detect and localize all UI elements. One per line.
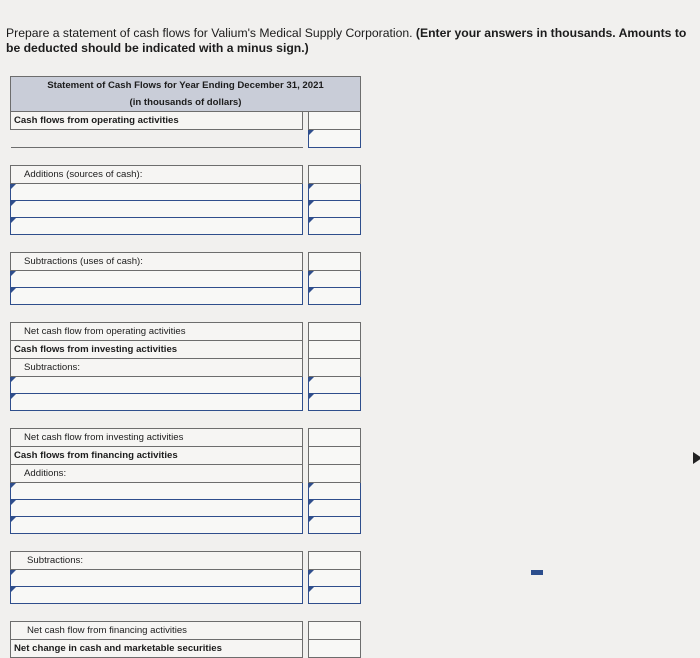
line-item-input[interactable] xyxy=(11,570,303,587)
operating-header: Cash flows from operating activities xyxy=(11,112,303,130)
question-prompt xyxy=(6,26,692,56)
input-marker-icon xyxy=(11,201,16,206)
line-item-input[interactable] xyxy=(11,517,303,534)
fin-subtractions-label: Subtractions: xyxy=(11,552,303,570)
statement-subtitle-row xyxy=(11,94,361,112)
op-subtraction-input-row xyxy=(11,288,361,305)
operating-header-amount xyxy=(309,112,361,130)
op-additions-label: Additions (sources of cash): xyxy=(11,166,303,184)
net-change-label: Net change in cash and marketable securities xyxy=(11,640,303,658)
cursor-arrow-icon xyxy=(693,452,700,464)
statement-subtitle: (in thousands of dollars) xyxy=(11,94,361,112)
op-addition-input-row xyxy=(11,184,361,201)
input-marker-icon xyxy=(309,377,314,382)
fin-addition-input-row xyxy=(11,483,361,500)
investing-header: Cash flows from investing activities xyxy=(11,341,303,359)
fin-net-row xyxy=(11,622,361,640)
inv-net-amount xyxy=(309,429,361,447)
inv-net-row xyxy=(11,429,361,447)
net-change-amount xyxy=(309,640,361,658)
financing-header: Cash flows from financing activities xyxy=(11,447,303,465)
net-change-row xyxy=(11,640,361,658)
investing-header-row xyxy=(11,341,361,359)
bottom-bar-fragment xyxy=(531,570,543,575)
fin-subtractions-row xyxy=(11,552,361,570)
amount-input[interactable] xyxy=(309,184,361,201)
financing-header-row xyxy=(11,447,361,465)
input-marker-icon xyxy=(309,517,314,522)
statement-title: Statement of Cash Flows for Year Ending December 31, 2021 xyxy=(11,77,361,95)
input-marker-icon xyxy=(11,394,16,399)
line-item-input[interactable] xyxy=(11,201,303,218)
line-item-input[interactable] xyxy=(11,288,303,305)
amount-input[interactable] xyxy=(309,271,361,288)
fin-additions-label: Additions: xyxy=(11,465,303,483)
inv-net-label: Net cash flow from investing activities xyxy=(11,429,303,447)
inv-subtraction-input-row xyxy=(11,377,361,394)
input-marker-icon xyxy=(11,500,16,505)
fin-addition-input-row xyxy=(11,517,361,534)
amount-input[interactable] xyxy=(309,587,361,604)
amount-input[interactable] xyxy=(309,377,361,394)
statement-title-row xyxy=(11,77,361,95)
input-marker-icon xyxy=(11,587,16,592)
input-marker-icon xyxy=(11,271,16,276)
op-net-row xyxy=(11,323,361,341)
amount-input[interactable] xyxy=(309,570,361,587)
op-subtractions-label: Subtractions (uses of cash): xyxy=(11,253,303,271)
input-marker-icon xyxy=(309,570,314,575)
line-item-input[interactable] xyxy=(11,500,303,517)
input-marker-icon xyxy=(309,394,314,399)
line-item-input[interactable] xyxy=(11,377,303,394)
input-marker-icon xyxy=(309,288,314,293)
fin-subtraction-input-row xyxy=(11,587,361,604)
line-item-input[interactable] xyxy=(11,394,303,411)
amount-input[interactable] xyxy=(309,218,361,235)
prompt-instructions: (Enter your answers in thousands. Amounts to be deducted should be indicated with a minus sign.) xyxy=(6,26,687,55)
input-marker-icon xyxy=(309,201,314,206)
fin-subtraction-input-row xyxy=(11,570,361,587)
op-addition-input-row xyxy=(11,201,361,218)
op-subtraction-input-row xyxy=(11,271,361,288)
amount-input[interactable] xyxy=(309,483,361,500)
inv-subtractions-label: Subtractions: xyxy=(11,359,303,377)
op-net-amount xyxy=(309,323,361,341)
cash-flow-statement-table xyxy=(10,76,361,658)
input-marker-icon xyxy=(309,184,314,189)
op-subtractions-row xyxy=(11,253,361,271)
input-marker-icon xyxy=(309,218,314,223)
line-item-input[interactable] xyxy=(11,587,303,604)
amount-input[interactable] xyxy=(309,500,361,517)
input-marker-icon xyxy=(309,271,314,276)
line-item-input[interactable] xyxy=(11,184,303,201)
op-addition-input-row xyxy=(11,218,361,235)
amount-input[interactable] xyxy=(309,130,361,148)
input-marker-icon xyxy=(11,517,16,522)
input-marker-icon xyxy=(11,483,16,488)
fin-net-label: Net cash flow from financing activities xyxy=(11,622,303,640)
input-marker-icon xyxy=(11,377,16,382)
fin-addition-input-row xyxy=(11,500,361,517)
inv-subtraction-input-row xyxy=(11,394,361,411)
line-item-input[interactable] xyxy=(11,218,303,235)
input-marker-icon xyxy=(11,184,16,189)
operating-blank-row xyxy=(11,130,361,148)
input-marker-icon xyxy=(309,130,314,135)
amount-input[interactable] xyxy=(309,394,361,411)
fin-additions-row xyxy=(11,465,361,483)
op-net-label: Net cash flow from operating activities xyxy=(11,323,303,341)
op-additions-row xyxy=(11,166,361,184)
input-marker-icon xyxy=(11,570,16,575)
fin-net-amount xyxy=(309,622,361,640)
line-item-input[interactable] xyxy=(11,483,303,500)
input-marker-icon xyxy=(309,500,314,505)
input-marker-icon xyxy=(11,288,16,293)
inv-subtractions-row xyxy=(11,359,361,377)
input-marker-icon xyxy=(309,483,314,488)
input-marker-icon xyxy=(11,218,16,223)
amount-input[interactable] xyxy=(309,288,361,305)
prompt-text: Prepare a statement of cash flows for Valium's Medical Supply Corporation. xyxy=(6,26,416,40)
line-item-input[interactable] xyxy=(11,271,303,288)
amount-input[interactable] xyxy=(309,201,361,218)
operating-header-row xyxy=(11,112,361,130)
input-marker-icon xyxy=(309,587,314,592)
amount-input[interactable] xyxy=(309,517,361,534)
